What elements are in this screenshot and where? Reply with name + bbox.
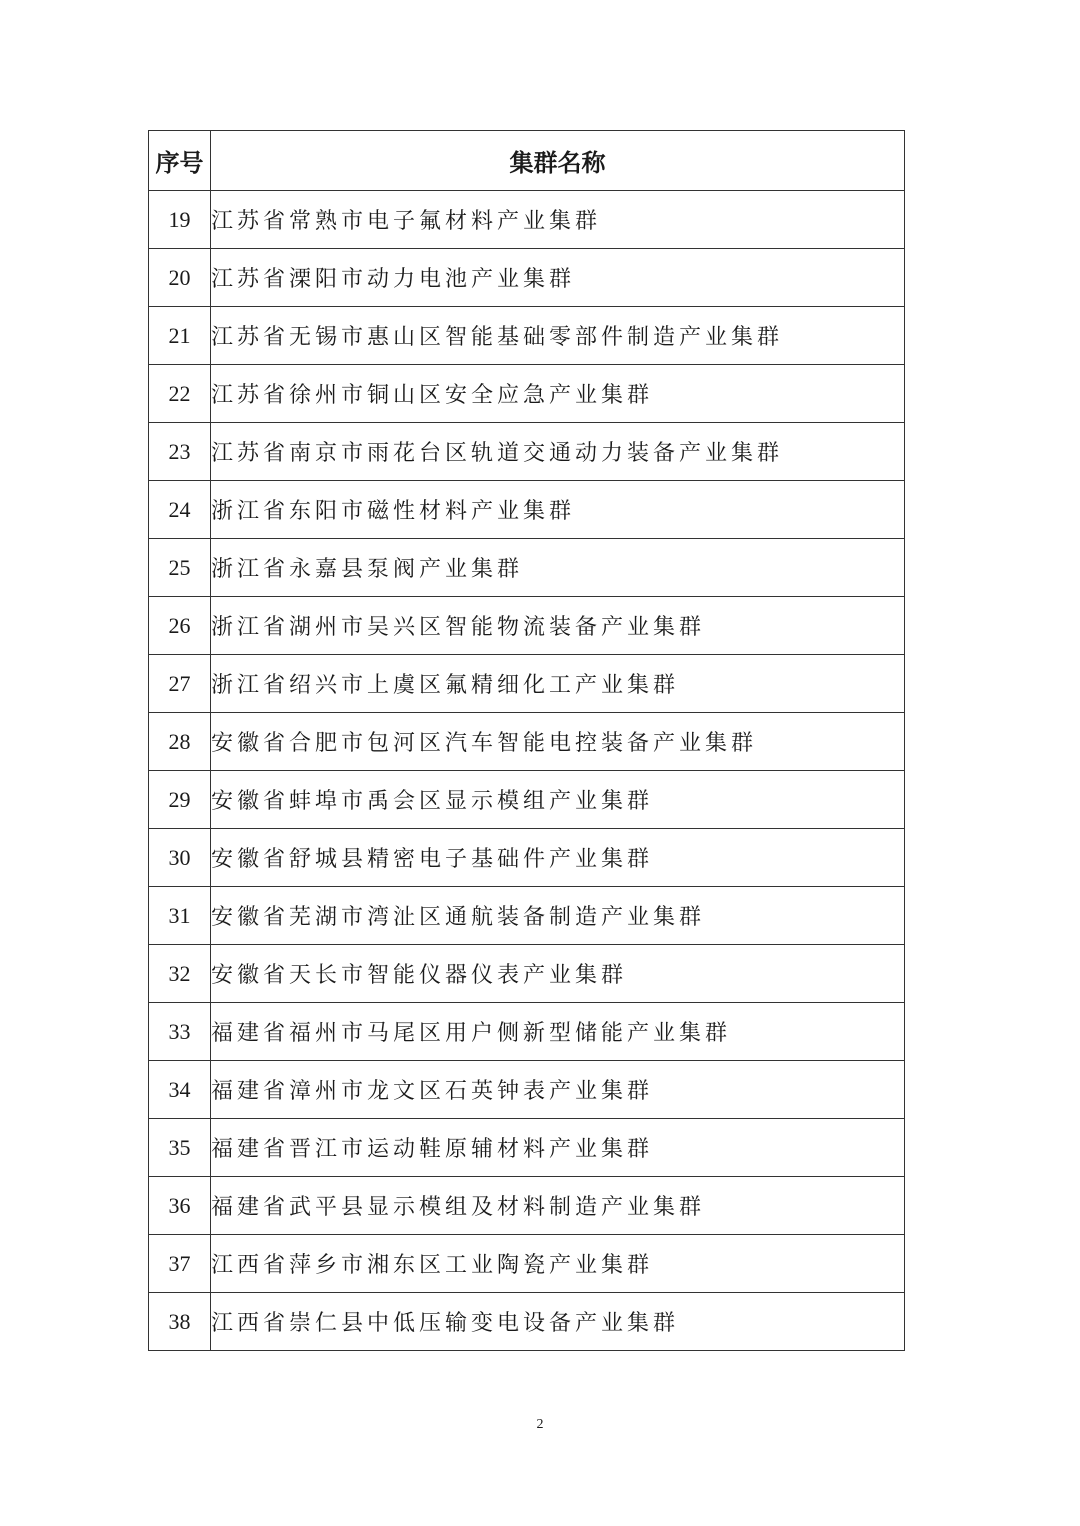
header-seq: 序号: [149, 131, 211, 191]
row-cluster-name: 江苏省徐州市铜山区安全应急产业集群: [211, 365, 905, 423]
table-row: [149, 249, 905, 307]
table-row: [149, 481, 905, 539]
row-seq: 33: [149, 1003, 211, 1061]
table-row: [149, 887, 905, 945]
table-row: [149, 597, 905, 655]
row-cluster-name: 福建省武平县显示模组及材料制造产业集群: [211, 1177, 905, 1235]
row-cluster-name: 安徽省芜湖市湾沚区通航装备制造产业集群: [211, 887, 905, 945]
table-row: [149, 1235, 905, 1293]
table-row: [149, 307, 905, 365]
row-seq: 31: [149, 887, 211, 945]
row-seq: 35: [149, 1119, 211, 1177]
row-cluster-name: 江苏省南京市雨花台区轨道交通动力装备产业集群: [211, 423, 905, 481]
row-cluster-name: 安徽省蚌埠市禹会区显示模组产业集群: [211, 771, 905, 829]
row-cluster-name: 江苏省无锡市惠山区智能基础零部件制造产业集群: [211, 307, 905, 365]
row-cluster-name: 浙江省永嘉县泵阀产业集群: [211, 539, 905, 597]
table-header-row: [149, 131, 905, 191]
row-seq: 36: [149, 1177, 211, 1235]
row-seq: 29: [149, 771, 211, 829]
table-row: [149, 191, 905, 249]
cluster-table: [148, 130, 905, 1351]
row-cluster-name: 江西省萍乡市湘东区工业陶瓷产业集群: [211, 1235, 905, 1293]
row-cluster-name: 江西省崇仁县中低压输变电设备产业集群: [211, 1293, 905, 1351]
row-seq: 20: [149, 249, 211, 307]
row-cluster-name: 安徽省天长市智能仪器仪表产业集群: [211, 945, 905, 1003]
row-cluster-name: 江苏省常熟市电子氟材料产业集群: [211, 191, 905, 249]
row-cluster-name: 江苏省溧阳市动力电池产业集群: [211, 249, 905, 307]
table-row: [149, 365, 905, 423]
table-row: [149, 713, 905, 771]
table-row: [149, 1177, 905, 1235]
row-seq: 37: [149, 1235, 211, 1293]
table-row: [149, 1061, 905, 1119]
table-row: [149, 771, 905, 829]
row-seq: 26: [149, 597, 211, 655]
row-cluster-name: 福建省晋江市运动鞋原辅材料产业集群: [211, 1119, 905, 1177]
row-cluster-name: 浙江省绍兴市上虞区氟精细化工产业集群: [211, 655, 905, 713]
row-seq: 22: [149, 365, 211, 423]
page-number: 2: [536, 1417, 544, 1432]
row-seq: 34: [149, 1061, 211, 1119]
table-row: [149, 945, 905, 1003]
row-seq: 24: [149, 481, 211, 539]
table-row: [149, 1293, 905, 1351]
table-row: [149, 423, 905, 481]
table-row: [149, 539, 905, 597]
row-seq: 32: [149, 945, 211, 1003]
row-seq: 19: [149, 191, 211, 249]
row-cluster-name: 福建省漳州市龙文区石英钟表产业集群: [211, 1061, 905, 1119]
row-cluster-name: 安徽省舒城县精密电子基础件产业集群: [211, 829, 905, 887]
table-row: [149, 1003, 905, 1061]
row-cluster-name: 福建省福州市马尾区用户侧新型储能产业集群: [211, 1003, 905, 1061]
row-cluster-name: 浙江省湖州市吴兴区智能物流装备产业集群: [211, 597, 905, 655]
table-row: [149, 1119, 905, 1177]
row-seq: 23: [149, 423, 211, 481]
row-seq: 30: [149, 829, 211, 887]
row-seq: 27: [149, 655, 211, 713]
row-seq: 25: [149, 539, 211, 597]
row-cluster-name: 安徽省合肥市包河区汽车智能电控装备产业集群: [211, 713, 905, 771]
table-row: [149, 655, 905, 713]
header-name: 集群名称: [211, 131, 905, 191]
row-seq: 21: [149, 307, 211, 365]
row-seq: 28: [149, 713, 211, 771]
table-row: [149, 829, 905, 887]
row-cluster-name: 浙江省东阳市磁性材料产业集群: [211, 481, 905, 539]
row-seq: 38: [149, 1293, 211, 1351]
table-body: [149, 191, 905, 1351]
